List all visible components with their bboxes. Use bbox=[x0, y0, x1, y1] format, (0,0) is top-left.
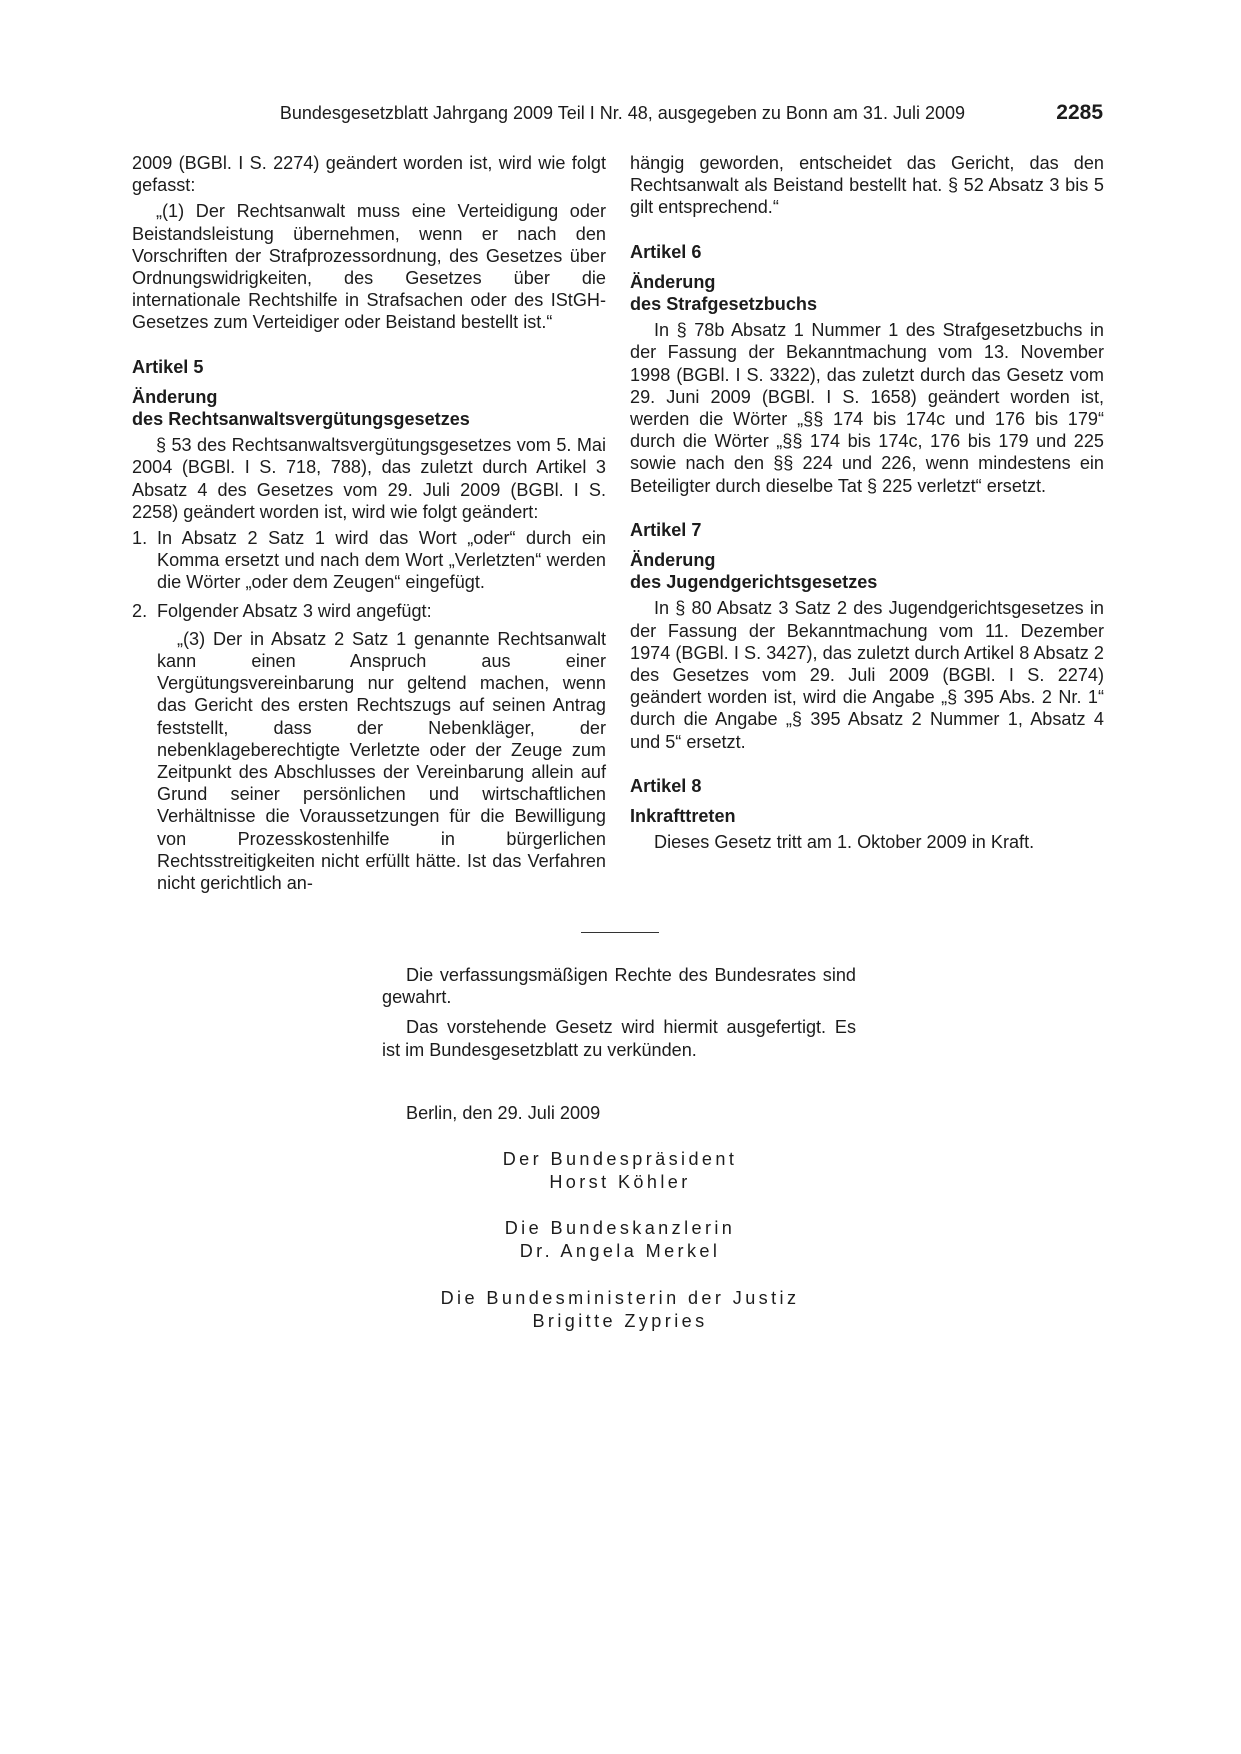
article-7-subtitle-line2: des Jugendgerichtsgesetzes bbox=[630, 572, 878, 593]
list-item bbox=[132, 527, 606, 594]
intro-text: 2009 (BGBl. I S. 2274) geändert worden ist, wird wie folgt gefasst: bbox=[132, 153, 606, 196]
page-header bbox=[132, 101, 1103, 127]
separator-rule bbox=[581, 932, 659, 933]
article-6-subtitle-line1: Änderung bbox=[630, 271, 716, 292]
signature-name: Horst Köhler bbox=[549, 1172, 691, 1192]
running-title: Bundesgesetzblatt Jahrgang 2009 Teil I Nr. 48, ausgegeben zu Bonn am 31. Juli 2009 bbox=[279, 103, 965, 123]
article-6-body: In § 78b Absatz 1 Nummer 1 des Strafgesetzbuchs in der Fassung der Bekanntmachung vom 13. November 1998 (BGBl. I S. 3322), das zuletzt durch das Gesetz vom 29. Juni 2009 (BGBl. I S. 1658) geändert worden ist, werden die Wörter „§§ 174 bis 174c und 176 bis 179“ durch die Wörter „§§ 174 bis 174c, 176 bis 179 und 225 sowie nach den §§ 224 und 226, wenn mindestens ein Beteiligter durch dieselbe Tat § 225 verletzt“ ersetzt. bbox=[630, 320, 1104, 496]
continuation-text: hängig geworden, entscheidet das Gericht, das den Rechtsanwalt als Beistand bestellt hat. § 52 Absatz 3 bis 5 gilt entsprechend.“ bbox=[630, 153, 1104, 218]
article-6-subtitle-line2: des Strafgesetzbuchs bbox=[630, 294, 818, 315]
article-7-title: Artikel 7 bbox=[630, 519, 702, 540]
quote-paragraph-1: „(1) Der Rechtsanwalt muss eine Verteidigung oder Beistandsleistung übernehmen, wenn er nach den Vorschriften der Strafprozessordnung, des Gesetzes über Ordnungswidrigkeiten, des Gesetzes über die internationale Rechtshilfe in Strafsachen oder des IStGH-Gesetzes zum Verteidiger oder Beistand bestellt ist.“ bbox=[132, 201, 606, 333]
signature-role: Die Bundeskanzlerin bbox=[504, 1218, 736, 1238]
closing-paragraph-2: Das vorstehende Gesetz wird hiermit ausgefertigt. Es ist im Bundesgesetzblatt zu verkünden. bbox=[382, 1017, 856, 1060]
list-item-text: In Absatz 2 Satz 1 wird das Wort „oder“ durch ein Komma ersetzt und nach dem Wort „Verletzten“ werden die Wörter „oder dem Zeugen“ eingefügt. bbox=[157, 528, 606, 593]
article-7-body: In § 80 Absatz 3 Satz 2 des Jugendgerichtsgesetzes in der Fassung der Bekanntmachung vom 11. Dezember 1974 (BGBl. I S. 3427), das zuletzt durch Artikel 8 Absatz 2 des Gesetzes vom 29. Juli 2009 (BGBl. I S. 2274) geändert worden ist, wird die Angabe „§ 395 Abs. 2 Nr. 1“ durch die Angabe „§ 395 Absatz 2 Nummer 1, Absatz 4 und 5“ ersetzt. bbox=[630, 598, 1104, 752]
article-6-title: Artikel 6 bbox=[630, 241, 702, 262]
article-5-title: Artikel 5 bbox=[132, 356, 204, 377]
quote-paragraph-3: „(3) Der in Absatz 2 Satz 1 genannte Rechtsanwalt kann einen Anspruch aus einer Vergütungsvereinbarung nur geltend machen, wenn das Gericht des ersten Rechtszugs auf seinen Antrag feststellt, dass der Nebenkläger, der nebenklageberechtigte Verletzte oder der Zeuge zum Zeitpunkt des Abschlusses der Vereinbarung allein auf Grund seiner persönlichen und wirtschaftlichen Verhältnisse die Voraussetzungen für die Bewilligung von Prozesskostenhilfe in bürgerlichen Rechtsstreitigkeiten nicht erfüllt hätte. Ist das Verfahren nicht gerichtlich an- bbox=[157, 628, 606, 894]
signature-name: Dr. Angela Merkel bbox=[519, 1241, 721, 1261]
signature-block bbox=[332, 1217, 908, 1263]
article-5-subtitle-line1: Änderung bbox=[132, 386, 218, 407]
article-8-subtitle: Inkrafttreten bbox=[630, 806, 736, 827]
article-8-title: Artikel 8 bbox=[630, 775, 702, 796]
closing-paragraph-1: Die verfassungsmäßigen Rechte des Bundesrates sind gewahrt. bbox=[382, 965, 856, 1008]
article-5-body: § 53 des Rechtsanwaltsvergütungsgesetzes vom 5. Mai 2004 (BGBl. I S. 718, 788), das zuletzt durch Artikel 3 Absatz 4 des Gesetzes vom 29. Juli 2009 (BGBl. I S. 2258) geändert worden ist, wird wie folgt geändert: bbox=[132, 435, 606, 522]
page-number: 2285 bbox=[1056, 101, 1103, 124]
closing-block bbox=[382, 964, 856, 1069]
place-date: Berlin, den 29. Juli 2009 bbox=[406, 1103, 601, 1123]
article-5-subtitle-line2: des Rechtsanwaltsvergütungsgesetzes bbox=[132, 409, 470, 430]
signature-name: Brigitte Zypries bbox=[532, 1311, 708, 1331]
list-item-number: 1. bbox=[132, 528, 148, 549]
article-5-items bbox=[132, 527, 606, 622]
left-column bbox=[132, 152, 606, 894]
list-item-text: Folgender Absatz 3 wird angefügt: bbox=[157, 600, 432, 621]
signature-block bbox=[332, 1148, 908, 1194]
article-8-body: Dieses Gesetz tritt am 1. Oktober 2009 in Kraft. bbox=[654, 832, 1035, 853]
signature-role: Der Bundespräsident bbox=[502, 1149, 738, 1169]
signature-block bbox=[332, 1287, 908, 1333]
signature-role: Die Bundesministerin der Justiz bbox=[440, 1288, 800, 1308]
list-item-number: 2. bbox=[132, 600, 148, 621]
list-item bbox=[132, 600, 606, 622]
article-7-subtitle-line1: Änderung bbox=[630, 550, 716, 571]
right-column bbox=[630, 152, 1104, 853]
